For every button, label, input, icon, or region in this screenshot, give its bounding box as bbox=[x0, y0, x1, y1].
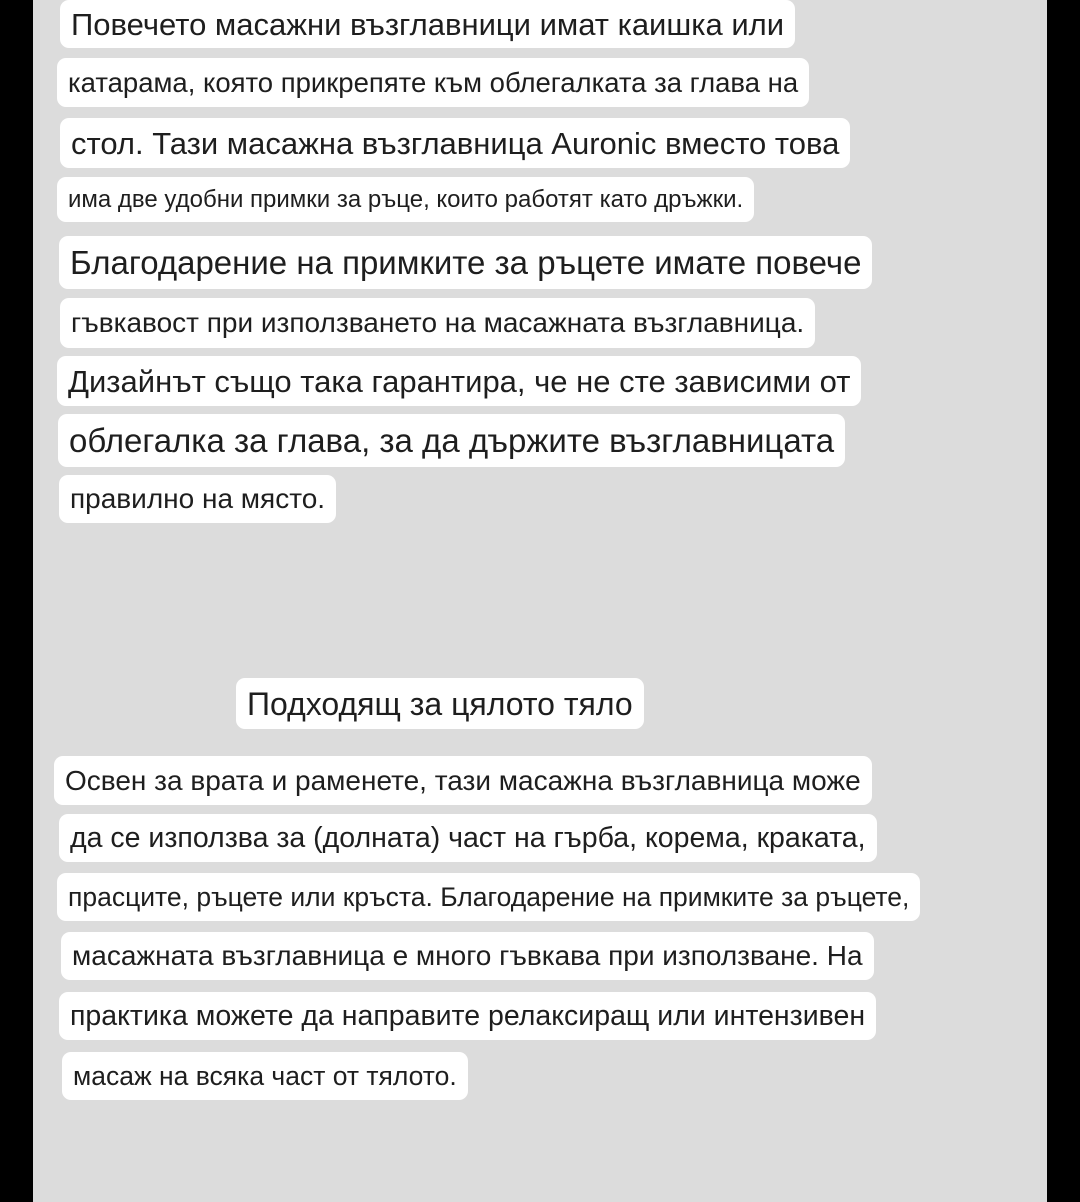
text-line: прасците, ръцете или кръста. Благодарение на примките за ръцете, bbox=[57, 873, 920, 921]
text-line: масаж на всяка част от тялото. bbox=[62, 1052, 468, 1100]
text-line: облегалка за глава, за да държите възглавницата bbox=[58, 414, 845, 467]
text-line: катарама, която прикрепяте към облегалката за глава на bbox=[57, 58, 809, 107]
text-line: Благодарение на примките за ръцете имате повече bbox=[59, 236, 872, 289]
text-line: Освен за врата и раменете, тази масажна възглавница може bbox=[54, 756, 872, 805]
text-line: правилно на място. bbox=[59, 475, 336, 523]
text-line: масажната възглавница е много гъвкава при използване. На bbox=[61, 932, 874, 980]
text-line: стол. Тази масажна възглавница Auronic вместо това bbox=[60, 118, 850, 168]
text-line: Дизайнът също така гарантира, че не сте зависими от bbox=[57, 356, 861, 406]
text-line: има две удобни примки за ръце, които работят като дръжки. bbox=[57, 177, 754, 222]
text-line: да се използва за (долната) част на гърба, корема, краката, bbox=[59, 814, 877, 862]
text-line: гъвкавост при използването на масажната възглавница. bbox=[60, 298, 815, 348]
section-heading: Подходящ за цялото тяло bbox=[236, 678, 644, 729]
text-line: Повечето масажни възглавници имат каишка или bbox=[60, 0, 795, 48]
text-line: практика можете да направите релаксиращ или интензивен bbox=[59, 992, 876, 1040]
